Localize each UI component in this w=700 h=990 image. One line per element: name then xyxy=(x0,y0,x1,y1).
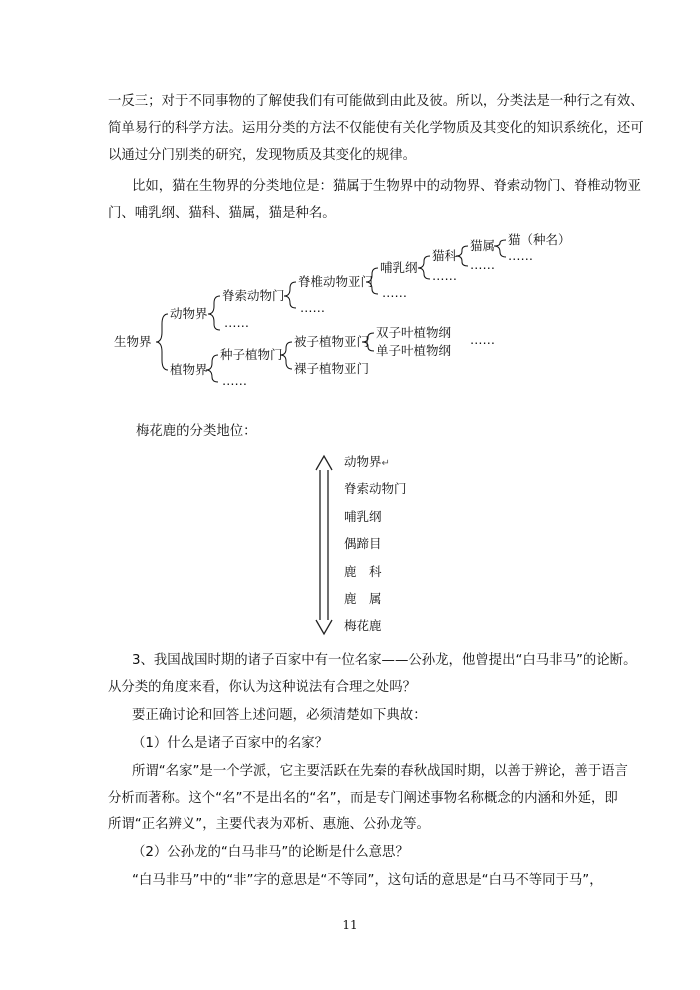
tree-ellipsis-mammalia: …… xyxy=(432,268,457,283)
tree-ellipsis-animal: …… xyxy=(224,315,249,330)
deer-rank-family: 鹿 科 xyxy=(344,564,382,579)
deer-heading: 梅花鹿的分类地位： xyxy=(136,424,257,439)
deer-rank-order: 偶蹄目 xyxy=(344,536,382,551)
paragraph-return-mark: ↵ xyxy=(381,458,390,469)
cat-example-line-1: 比如，猫在生物界的分类地位是：猫属于生物界中的动物界、脊索动物门、脊椎动物亚 xyxy=(132,179,641,194)
deer-rank-arrow xyxy=(316,456,332,634)
tree-ellipsis-plant: …… xyxy=(222,373,247,388)
deer-rank-kingdom: 动物界↵ xyxy=(344,454,390,469)
discussion-lead: 要正确讨论和回答上述问题，必须清楚如下典故： xyxy=(132,708,427,723)
tree-ellipsis-felidae: …… xyxy=(470,257,495,272)
deer-rank-species: 梅花鹿 xyxy=(344,618,382,633)
tree-chordata: 脊索动物门 xyxy=(222,288,285,303)
tree-felis: 猫属 xyxy=(470,238,496,253)
tree-felidae: 猫科 xyxy=(432,248,458,263)
tree-spermatophyta: 种子植物门 xyxy=(220,347,283,362)
tree-ellipsis-angiosperm: …… xyxy=(470,332,495,347)
discussion-question-1: （1）什么是诸子百家中的名家？ xyxy=(132,736,328,751)
discussion-answer-1-line-1: 所谓“名家”是一个学派，它主要活跃在先秦的春秋战国时期，以善于辨论，善于语言 xyxy=(132,764,628,779)
tree-plant-kingdom: 植物界 xyxy=(170,362,208,377)
tree-vertebrata: 脊椎动物亚门 xyxy=(298,274,374,289)
discussion-question-2: （2）公孙龙的“白马非马”的论断是什么意思？ xyxy=(132,845,409,860)
deer-rank-class: 哺乳纲 xyxy=(344,509,382,524)
tree-animal-kingdom: 动物界 xyxy=(170,306,208,321)
tree-root: 生物界 xyxy=(114,334,152,349)
tree-angiosperm: 被子植物亚门 xyxy=(294,334,370,349)
deer-rank-genus: 鹿 属 xyxy=(344,591,382,606)
discussion-answer-1-line-3: 所谓“正名辨义”，主要代表为邓析、惠施、公孙龙等。 xyxy=(108,817,430,832)
tree-ellipsis-chordata: …… xyxy=(300,300,325,315)
discussion-answer-1-line-2: 分析而著称。这个“名”不是出名的“名”，而是专门阐述事物名称概念的内涵和外延，即 xyxy=(108,791,618,806)
intro-line-3: 以通过分门别类的研究，发现物质及其变化的规律。 xyxy=(108,148,416,163)
intro-line-1: 一反三；对于不同事物的了解使我们有可能做到由此及彼。所以，分类法是一种行之有效、 xyxy=(108,94,644,109)
intro-line-2: 简单易行的科学方法。运用分类的方法不仅能使有关化学物质及其变化的知识系统化，还可 xyxy=(108,121,644,136)
discussion-answer-2-line-1: “白马非马”中的“非”字的意思是“不等同”，这句话的意思是“白马不等同于马”， xyxy=(132,873,603,888)
tree-cat-species: 猫（种名） xyxy=(508,232,571,247)
tree-monocot: 单子叶植物纲 xyxy=(376,343,452,358)
question3-line-2: 从分类的角度来看，你认为这种说法有合理之处吗？ xyxy=(108,680,416,695)
tree-ellipsis-vertebrata: …… xyxy=(382,285,407,300)
question3-line-1: 3、我国战国时期的诸子百家中有一位名家——公孙龙，他曾提出“白马非马”的论断。 xyxy=(132,653,637,668)
tree-mammalia: 哺乳纲 xyxy=(380,260,418,275)
tree-gymnosperm: 裸子植物亚门 xyxy=(294,361,370,376)
page-number: 11 xyxy=(342,918,358,932)
tree-dicot: 双子叶植物纲 xyxy=(376,325,452,340)
cat-example-line-2: 门、哺乳纲、猫科、猫属，猫是种名。 xyxy=(108,206,336,221)
deer-rank-phylum: 脊索动物门 xyxy=(344,481,407,496)
tree-ellipsis-felis: …… xyxy=(508,248,533,263)
